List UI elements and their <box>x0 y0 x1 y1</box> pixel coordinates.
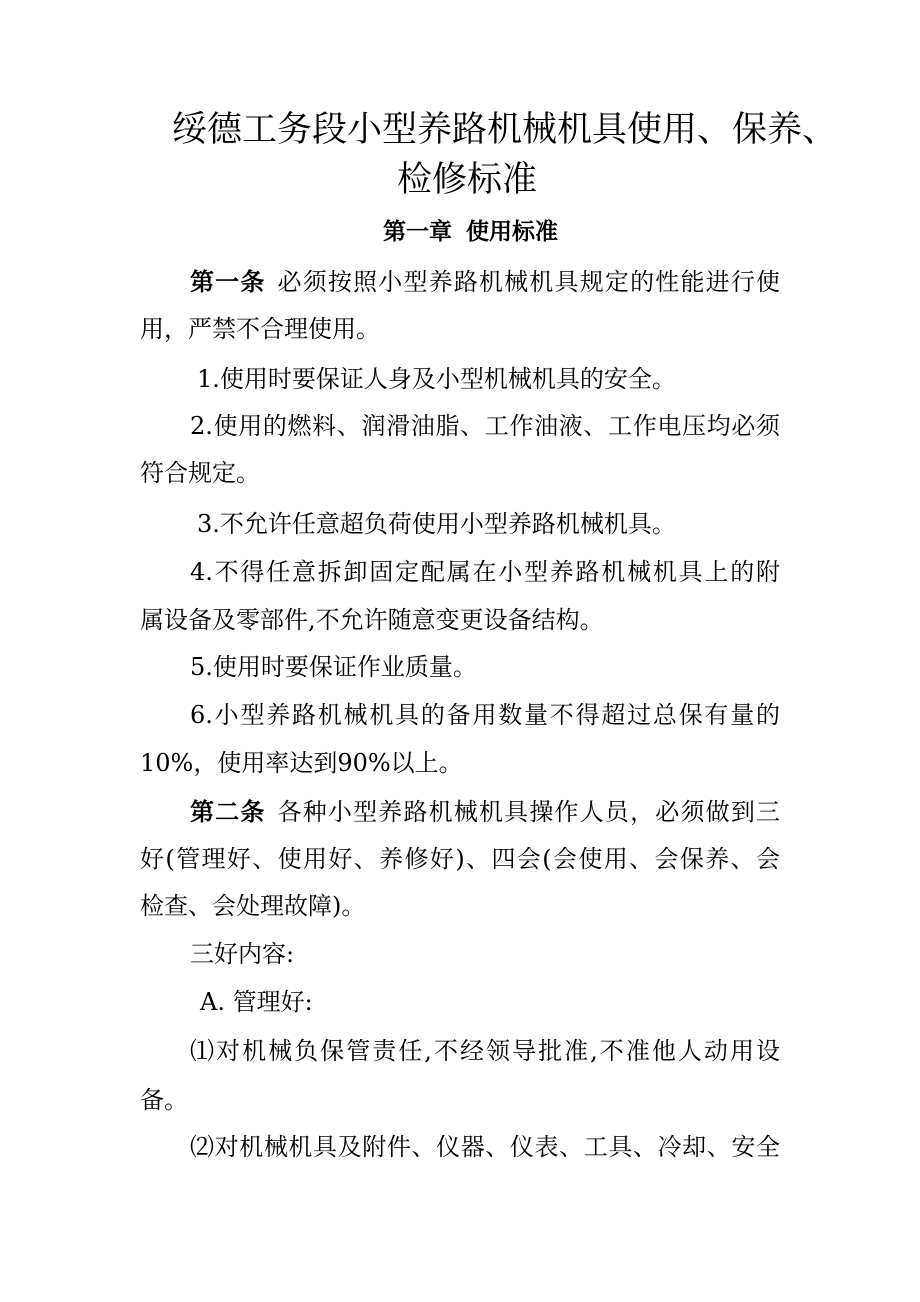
item-4-line-1: 4.不得任意拆卸固定配属在小型养路机械机具上的附 <box>190 558 780 586</box>
item-5: 5.使用时要保证作业质量。 <box>190 653 477 681</box>
article-1-label: 第一条 <box>190 268 266 296</box>
item-2-line-1: 2.使用的燃料、润滑油脂、工作油液、工作电压均必须 <box>190 412 780 440</box>
point-1-line-1: ⑴对机械负保管责任,不经领导批准,不准他人动用设 <box>190 1037 780 1065</box>
article-1-line-1 <box>190 266 780 298</box>
document-title-line-1: 绥德工务段小型养路机械机具使用、保养、 <box>172 110 838 150</box>
point-2-line-1: ⑵对机械机具及附件、仪器、仪表、工具、冷却、安全 <box>190 1133 780 1161</box>
article-2-label: 第二条 <box>190 798 266 826</box>
item-4-line-2: 属设备及零部件,不允许随意变更设备结构。 <box>140 606 604 634</box>
chapter-heading: 第一章 使用标准 <box>383 219 559 245</box>
item-1: 1.使用时要保证人身及小型机械机具的安全。 <box>197 365 676 393</box>
document-title-line-2: 检修标准 <box>397 160 538 200</box>
article-2-text: 各种小型养路机械机具操作人员，必须做到三 <box>277 798 780 826</box>
article-2-line-1 <box>190 796 780 828</box>
three-goods-heading: 三好内容: <box>190 940 295 968</box>
article-2-line-2: 好(管理好、使用好、养修好)、四会(会使用、会保养、会 <box>140 845 780 873</box>
item-6-line-2: 10%，使用率达到90%以上。 <box>140 749 463 777</box>
section-a-heading: A. 管理好: <box>200 988 313 1016</box>
point-1-line-2: 备。 <box>140 1086 188 1114</box>
item-3: 3.不允许任意超负荷使用小型养路机械机具。 <box>197 510 676 538</box>
item-6-line-1: 6.小型养路机械机具的备用数量不得超过总保有量的 <box>190 701 780 729</box>
item-2-line-2: 符合规定。 <box>140 459 260 487</box>
article-1-text: 必须按照小型养路机械机具规定的性能进行使 <box>277 268 780 296</box>
article-1-line-2: 用，严禁不合理使用。 <box>140 315 380 343</box>
article-2-line-3: 检查、会处理故障)。 <box>140 892 366 920</box>
